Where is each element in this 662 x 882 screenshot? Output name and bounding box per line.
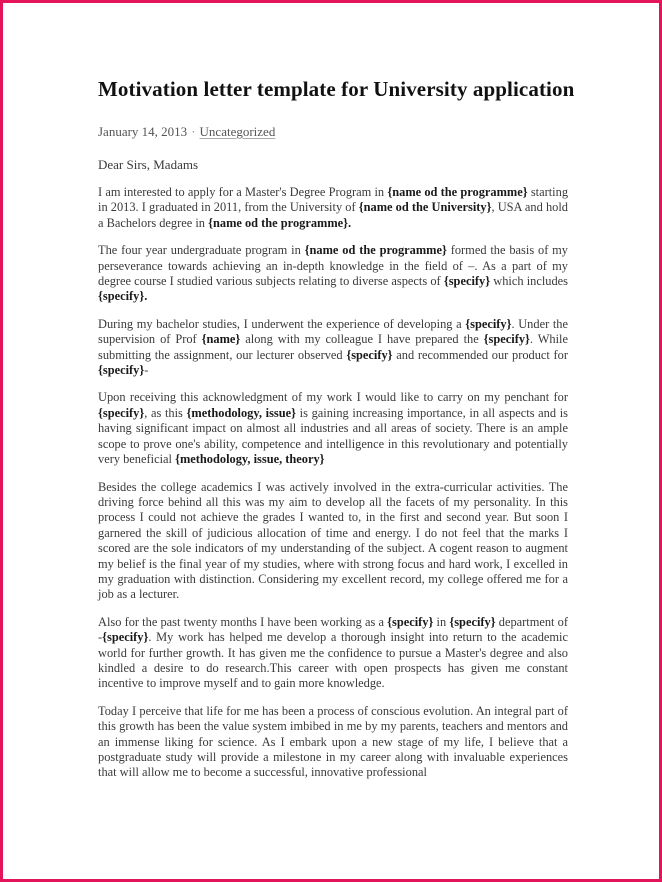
placeholder-text: {name od the University} [358, 200, 492, 215]
page-title: Motivation letter template for University application [98, 77, 575, 101]
paragraph-text: . My work has helped me develop a thorough insight into return to the academic world for further growth. It has given me the confidence to pursue a Master's degree and also kindled a desire to do research.This career with open prospects has given me constant incentive to improve myself and to gain more knowledge. [98, 630, 568, 691]
paragraph-text: formed the basis of my perseverance towards achieving an in-depth knowledge in the field of –. As a part of my degree course I studied various subjects relating to diverse aspects of [98, 243, 569, 289]
paragraph-text: along with my colleague I have prepared the [240, 332, 484, 347]
placeholder-text: {specify} [483, 332, 530, 347]
letter-paragraph [98, 390, 568, 467]
letter-paragraph [98, 615, 568, 692]
placeholder-text: {name} [201, 332, 241, 347]
paragraph-text: in [433, 614, 450, 629]
paragraph-text: , USA and hold a Bachelors degree in [98, 200, 568, 230]
letter-paragraph [98, 317, 568, 379]
placeholder-text: {specify} [449, 614, 496, 629]
paragraph-text: I am interested to apply for a Master's Degree Program in [98, 185, 388, 199]
post-meta [98, 124, 568, 140]
paragraph-text: Also for the past twenty months I have been working as a [98, 614, 388, 629]
paragraph-text: During my bachelor studies, I underwent the experience of developing a [98, 316, 466, 331]
paragraph-text: which includes [490, 274, 568, 289]
paragraph-text: Today I perceive that life for me has been a process of conscious evolution. An integral part of this growth has been the value system imbibed in me by my parents, teachers and mentors and an immense liking for science. As I embark upon a new stage of my life, I believe that a postgraduate study will provide a milestone in my career along with invaluable experiences that will allow me to become a successful, innovative professional [98, 703, 568, 780]
placeholder-text: {specify} [387, 614, 434, 629]
greeting: Dear Sirs, Madams [98, 157, 199, 172]
placeholder-text: {specify} [102, 630, 149, 645]
meta-separator: · [191, 124, 196, 139]
paragraph-text: - [144, 363, 149, 378]
letter-paragraph [98, 704, 568, 781]
placeholder-text: {name od the programme} [304, 243, 447, 258]
placeholder-text: {name od the programme}. [208, 215, 352, 230]
paragraph-text: and recommended our product for [392, 347, 568, 362]
post-date: January 14, 2013 [98, 124, 188, 139]
letter-paragraph [98, 243, 568, 305]
letter-content [98, 77, 575, 781]
category-link[interactable]: Uncategorized [199, 124, 276, 139]
placeholder-text: {specify} [98, 405, 145, 420]
placeholder-text: {methodology, issue, theory} [175, 452, 325, 467]
paragraph-text: is gaining increasing importance, in all aspects and is having significant impact on almost all industries and all areas of society. There is an ample scope to prove one's ability, competence and intelligence in this revolutionary and potentially very beneficial [98, 405, 568, 467]
paragraph-text: . Under the supervision of Prof [98, 316, 568, 347]
paragraph-text: . While submitting the assignment, our lecturer observed [98, 332, 568, 362]
letter-body [98, 185, 568, 781]
placeholder-text: {name od the programme} [387, 185, 528, 199]
paragraph-text: starting in 2013. I graduated in 2011, from the University of [98, 185, 569, 215]
paragraph-text: Besides the college academics I was actively involved in the extra-curricular activities. The driving force behind all this was my aim to develop all the facets of my personality. In this process I could not achieve the grades I wanted to, in the first and second year. But soon I garnered the skill of judicious allocation of time and energy. I do not feel that the marks I scored are the sole indicators of my understanding of the subject. A cogent reason to augment my belief is the final year of my studies, where with strong focus and hard work, I excelled in my graduation with distinction. Considering my excellent record, my college offered me for a job as a lecturer. [98, 479, 568, 602]
paragraph-text: The four year undergraduate program in [98, 243, 305, 258]
paragraph-text: department of - [98, 614, 568, 645]
paragraph-text: , as this [144, 405, 187, 420]
placeholder-text: {specify} [465, 316, 512, 331]
placeholder-text: {specify}. [98, 289, 148, 304]
placeholder-text: {specify} [346, 347, 393, 362]
letter-paragraph [98, 480, 568, 603]
placeholder-text: {specify} [98, 363, 145, 378]
placeholder-text: {specify} [443, 274, 491, 289]
paragraph-text: Upon receiving this acknowledgment of my work I would like to carry on my penchant for [98, 390, 568, 405]
placeholder-text: {methodology, issue} [186, 405, 296, 420]
letter-paragraph [98, 185, 568, 231]
